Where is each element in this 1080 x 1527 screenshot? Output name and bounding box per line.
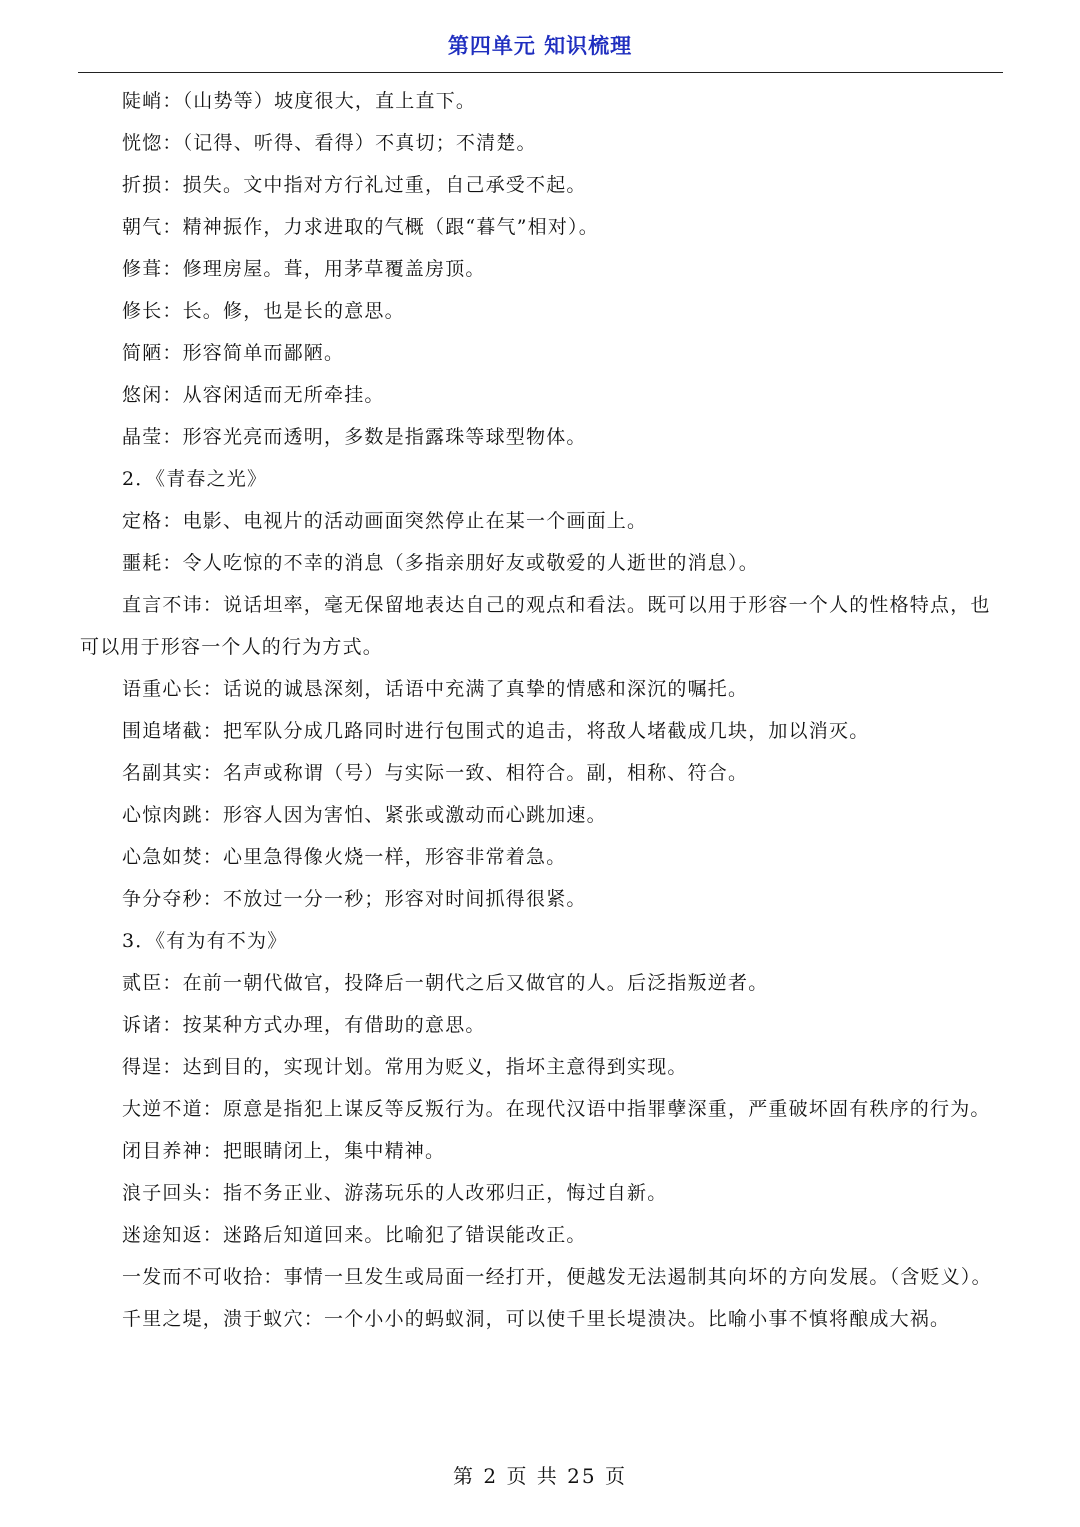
header-divider (78, 72, 1003, 73)
entry-decheng: 得逞：达到目的，实现计划。常用为贬义，指坏主意得到实现。 (122, 1056, 688, 1078)
entry-jianlou: 简陋：形容简单而鄙陋。 (122, 342, 345, 364)
document-body (80, 80, 1002, 1340)
entry-suzhu: 诉诸：按某种方式办理，有借助的意思。 (122, 1014, 486, 1036)
entry-langzihuitou: 浪子回头：指不务正业、游荡玩乐的人改邪归正，悔过自新。 (122, 1182, 668, 1204)
entry-jingying: 晶莹：形容光亮而透明，多数是指露珠等球型物体。 (122, 426, 587, 448)
entry-xinjirufen: 心急如焚：心里急得像火烧一样，形容非常着急。 (122, 846, 567, 868)
entry-weizhuidujie: 围追堵截：把军队分成几路同时进行包围式的追击，将敌人堵截成几块，加以消灭。 (122, 720, 870, 742)
entry-youxian: 悠闲：从容闲适而无所牵挂。 (122, 384, 385, 406)
entry-ehao: 噩耗：令人吃惊的不幸的消息（多指亲朋好友或敬爱的人逝世的消息）。 (122, 552, 759, 574)
page-header-title: 第四单元 知识梳理 (447, 34, 633, 58)
entry-zhengfenduomiao: 争分夺秒：不放过一分一秒；形容对时间抓得很紧。 (122, 888, 587, 910)
entry-doushi: 陡峭：（山势等）坡度很大，直上直下。 (122, 90, 477, 112)
entry-zhaoqi: 朝气：精神振作，力求进取的气概（跟“暮气”相对）。 (122, 216, 599, 238)
entry-xiuchang: 修长：长。修，也是长的意思。 (122, 300, 405, 322)
entry-daniebudao: 大逆不道：原意是指犯上谋反等反叛行为。在现代汉语中指罪孽深重，严重破坏固有秩序的行为。 (122, 1098, 991, 1120)
entry-xiuqi: 修葺：修理房屋。葺，用茅草覆盖房顶。 (122, 258, 486, 280)
section-heading-youwei: 3．《有为有不为》 (122, 930, 288, 952)
entry-bimuyangshen: 闭目养神：把眼睛闭上，集中精神。 (122, 1140, 446, 1162)
entry-zhiyanbuhui: 直言不讳：说话坦率，毫无保留地表达自己的观点和看法。既可以用于形容一个人的性格特点，也可以用于形容一个人的行为方式。 (80, 594, 991, 658)
entry-erchen: 贰臣：在前一朝代做官，投降后一朝代之后又做官的人。后泛指叛逆者。 (122, 972, 769, 994)
entry-yifaerbukeshoushi: 一发而不可收拾：事情一旦发生或局面一经打开，便越发无法遏制其向坏的方向发展。（含贬义）。 (122, 1266, 992, 1288)
entry-zhesun: 折损：损失。文中指对方行礼过重，自己承受不起。 (122, 174, 587, 196)
entry-huanghu: 恍惚：（记得、听得、看得）不真切；不清楚。 (122, 132, 537, 154)
section-heading-qingchun: 2．《青春之光》 (122, 468, 268, 490)
entry-mingfuqishi: 名副其实：名声或称谓（号）与实际一致、相符合。副，相称、符合。 (122, 762, 749, 784)
entry-qianlizhidi: 千里之堤，溃于蚁穴：一个小小的蚂蚁洞，可以使千里长堤溃决。比喻小事不慎将酿成大祸。 (122, 1308, 951, 1330)
entry-yuzhongxinchang: 语重心长：话说的诚恳深刻，话语中充满了真挚的情感和深沉的嘱托。 (122, 678, 749, 700)
entry-dingge: 定格：电影、电视片的活动画面突然停止在某一个画面上。 (122, 510, 648, 532)
page-number: 第 2 页 共 25 页 (453, 1464, 627, 1488)
entry-xinjingroutiao: 心惊肉跳：形容人因为害怕、紧张或激动而心跳加速。 (122, 804, 607, 826)
entry-mituzhifan: 迷途知返：迷路后知道回来。比喻犯了错误能改正。 (122, 1224, 587, 1246)
